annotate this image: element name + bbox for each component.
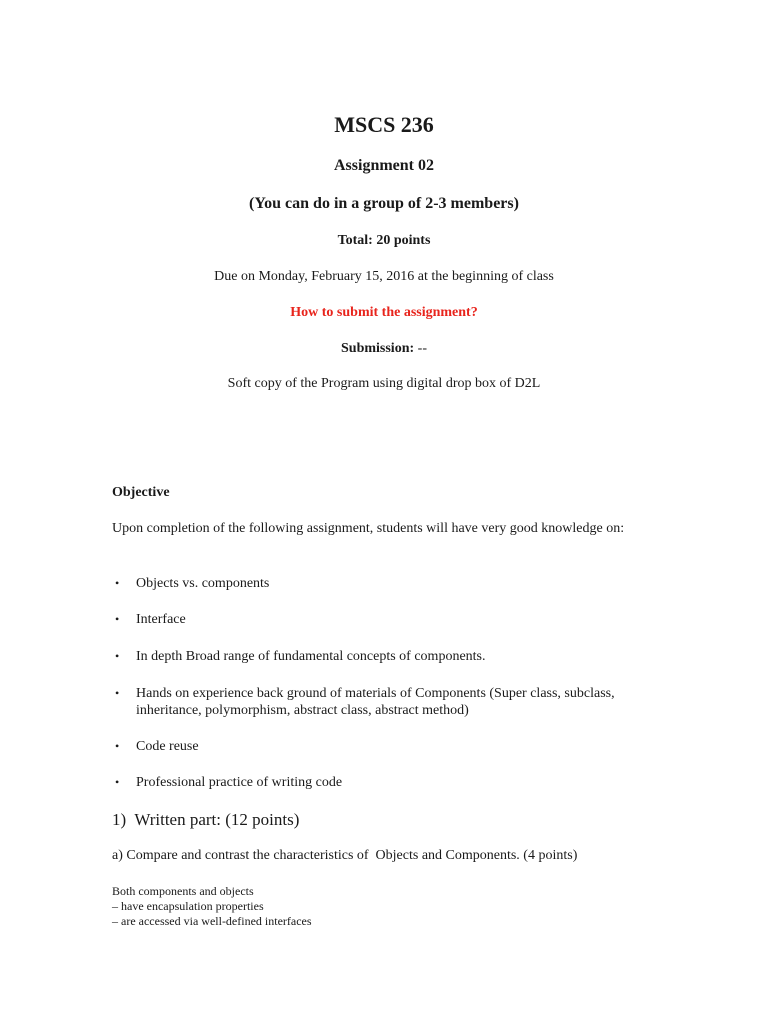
assignment-title: Assignment 02 [333,157,434,174]
bullet-text: Hands on experience back ground of materials of Components (Super class, subclass, inheritance, polymorphism, abstract class, abstract method) [136,686,615,718]
submission-label: Submission: [341,341,415,356]
bullet-dot-icon: • [115,612,120,626]
list-item [115,648,636,665]
list-item [115,738,636,755]
bullet-dot-icon: • [115,775,120,789]
total-points: Total: 20 points [337,233,431,248]
list-item [115,575,636,592]
answer-line: – are accessed via well-defined interfaces [112,914,312,928]
answer-line: – have encapsulation properties [112,899,264,913]
bullet-text: In depth Broad range of fundamental concepts of components. [136,649,486,664]
list-item [115,611,636,628]
bullet-text: Interface [136,612,186,627]
how-to-submit-heading: How to submit the assignment? [290,305,478,320]
bullet-dot-icon: • [115,739,120,753]
submission-line [0,341,768,357]
bullet-text: Objects vs. components [136,576,270,591]
answer-block [112,884,312,929]
due-date: Due on Monday, February 15, 2016 at the beginning of class [214,269,554,284]
list-item [115,774,636,791]
answer-line: Both components and objects [112,884,254,898]
bullet-text: Code reuse [136,739,199,754]
list-item [115,685,636,719]
question-a: a) Compare and contrast the characteristics of Objects and Components. (4 points) [112,848,578,863]
course-code: MSCS 236 [334,112,434,137]
group-note: (You can do in a group of 2-3 members) [249,195,519,212]
bullet-dot-icon: • [115,649,120,663]
submission-value: -- [414,341,427,356]
written-part-heading: 1) Written part: (12 points) [112,810,300,829]
bullet-dot-icon: • [115,686,120,700]
bullet-dot-icon: • [115,576,120,590]
objective-intro: Upon completion of the following assignment, students will have very good knowledge on: [112,521,625,536]
soft-copy-note: Soft copy of the Program using digital drop box of D2L [227,376,541,391]
objective-heading: Objective [112,485,170,500]
bullet-text: Professional practice of writing code [136,775,343,790]
